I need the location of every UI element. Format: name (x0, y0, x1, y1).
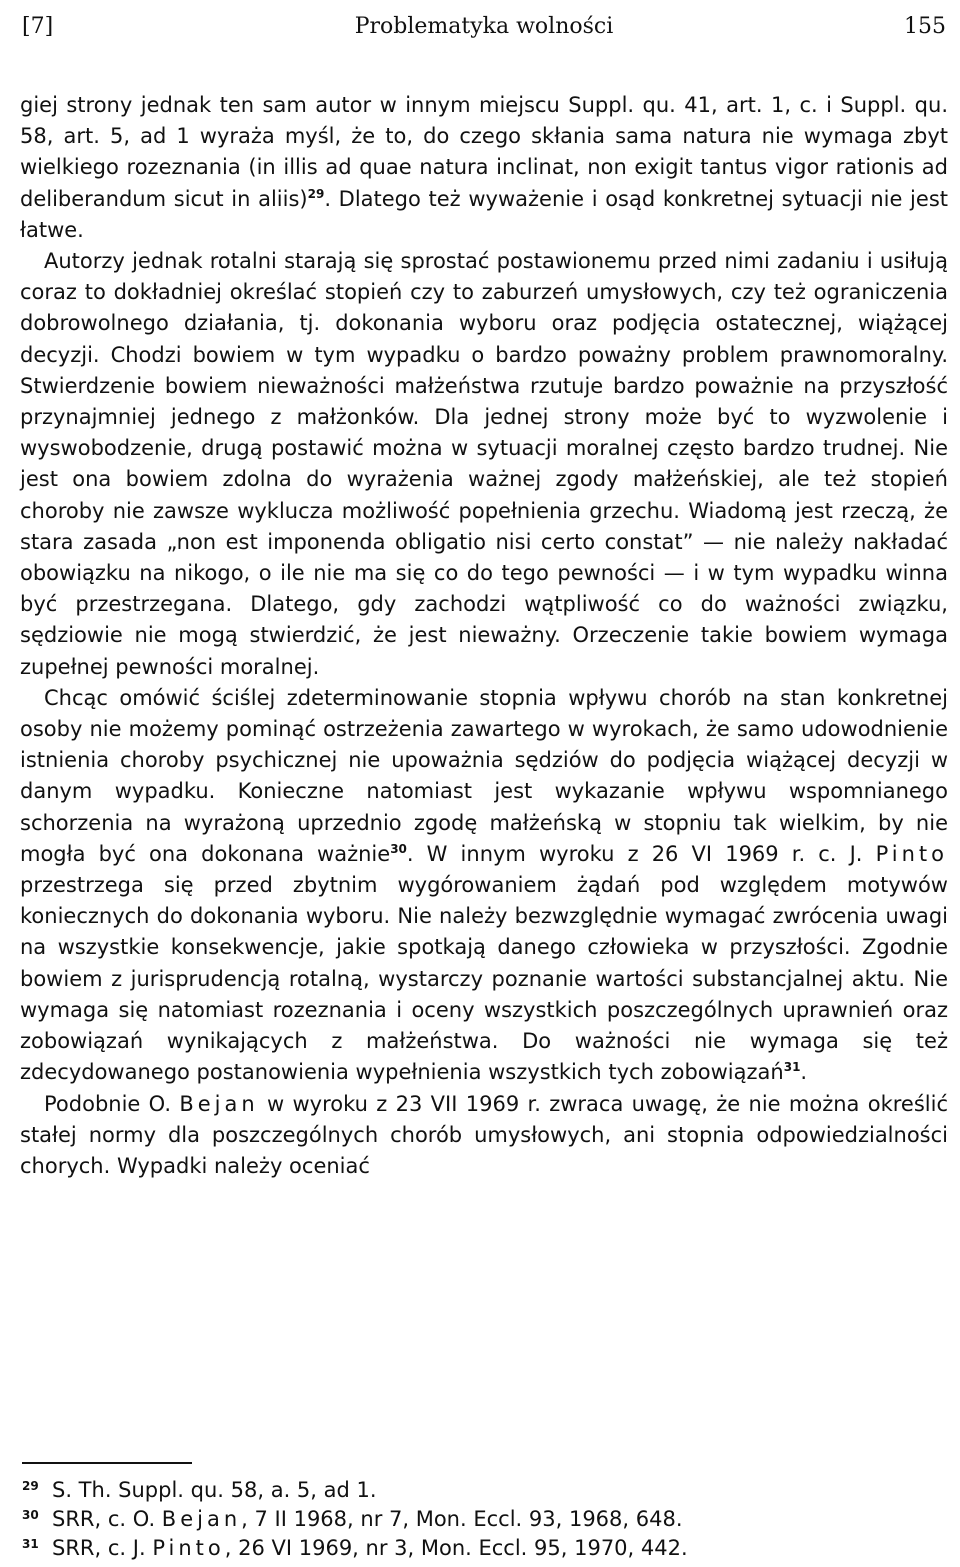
footnote-author-name: Pinto (152, 1536, 225, 1560)
main-text (20, 90, 948, 1182)
running-title: Problematyka wolności (354, 14, 614, 39)
footnote-ref-30: 30 (390, 841, 407, 856)
author-name-pinto: Pinto (875, 841, 949, 866)
author-name-bejan: Bejan (179, 1091, 259, 1116)
running-header (18, 14, 950, 54)
text-segment: w wyroku z 23 VII 1969 r. zwraca uwagę, że nie można określić stałej normy dla poszczególnych chorób umysłowych, ani stopnia odpowiedzialności chorych. Wypadki należy oceniać (20, 1091, 948, 1178)
footnote-text: , 26 VI 1969, nr 3, Mon. Eccl. 95, 1970, 442. (224, 1536, 688, 1560)
footnote-separator (22, 1462, 192, 1464)
chapter-marker: [7] (22, 14, 54, 39)
footnote-text: S. Th. Suppl. qu. 58, a. 5, ad 1. (52, 1478, 377, 1502)
footnote-author-name: Bejan (161, 1507, 242, 1531)
footnote-text: , 7 II 1968, nr 7, Mon. Eccl. 93, 1968, 648. (241, 1507, 683, 1531)
footnote-text: SRR, c. J. (52, 1536, 153, 1560)
text-segment: . W innym wyroku z 26 VI 1969 r. c. J. (406, 841, 876, 866)
text-segment: Chcąc omówić ściślej zdeterminowanie stopnia wpływu chorób na stan konkretnej osoby nie możemy pominąć ostrzeżenia zawartego w wyrokach, że samo udowodnienie istnienia choroby psychicznej nie upoważnia sędziów do podjęcia wiążącej decyzji w danym wypadku. Konieczne natomiast jest wykazanie wpływu wspomnianego schorzenia na wyrażoną uprzednio zgodę małżeńską w stopniu tak wielkim, by nie mogła być ona dokonana ważnie (20, 685, 948, 866)
paragraph-2: Autorzy jednak rotalni starają się sprostać postawionemu przed nimi zadaniu i usiłują coraz to dokładniej określać stopień czy to zaburzeń umysłowych, czy też ograniczenia dobrowolnego działania, tj. dokonania wyboru oraz podjęcia ostatecznej, wiążącej decyzji. Chodzi bowiem w tym wypadku o bardzo poważny problem prawnomoralny. Stwierdzenie bowiem nieważności małżeństwa rzutuje bardzo poważnie na przyszłość przynajmniej jednego z małżonków. Dla jednej strony może być to wyzwolenie i wyswobodzenie, drugą postawić można w sytuacji moralnej często bardzo trudnej. Nie jest ona bowiem zdolna do wyrażenia ważnej zgody małżeńskiej, ale też stopień choroby nie zawsze wyklucza możliwość popełnienia grzechu. Wiadomą jest rzeczą, że stara zasada „non est imponenda obligatio nisi certo constat” — nie należy nakładać obowiązku na nikogo, o ile nie ma się co do tego pewności — i w tym wypadku winna być przestrzegana. Dlatego, gdy zachodzi wątpliwość co do ważności związku, sędziowie nie mogą stwierdzić, że jest nieważny. Orzeczenie takie bowiem wymaga zupełnej pewności moralnej. (20, 249, 948, 679)
footnote-31: 31 SRR, c. J. Pinto, 26 VI 1969, nr 3, Mon. Eccl. 95, 1970, 442. (22, 1536, 688, 1560)
text-segment: giej strony jednak ten sam autor w innym miejscu Suppl. qu. 41, art. 1, c. i Suppl. qu. 58, art. 5, ad 1 wyraża myśl, że to, do czego skłania sama natura nie wymaga zbyt wielkiego rozeznania (in illis ad quae natura inclinat, non exigit tantus vigor rationis ad deliberandum sicut in aliis) (20, 93, 948, 211)
footnote-30: 30 SRR, c. O. Bejan, 7 II 1968, nr 7, Mon. Eccl. 93, 1968, 648. (22, 1507, 683, 1531)
paragraph-1 (20, 90, 948, 246)
text-segment: . (800, 1060, 808, 1085)
page-number: 155 (904, 14, 946, 39)
text-segment: Podobnie O. (44, 1091, 180, 1116)
paragraph-3 (20, 683, 948, 1089)
footnote-text: SRR, c. O. (52, 1507, 162, 1531)
footnote-ref-31: 31 (783, 1060, 801, 1075)
footnote-ref-29: 29 (307, 186, 325, 201)
text-segment: . Dlatego też wyważenie i osąd konkretnej sytuacji nie jest łatwe. (20, 186, 948, 242)
footnote-29: 29 S. Th. Suppl. qu. 58, a. 5, ad 1. (22, 1478, 377, 1502)
footnotes (22, 1476, 942, 1563)
paragraph-4 (20, 1089, 948, 1183)
text-segment: przestrzega się przed zbytnim wygórowaniem żądań pod względem motywów koniecznych do dokonania wyboru. Nie należy bezwzględnie wymagać zwrócenia uwagi na wszystkie konsekwencje, jakie spotkają danego człowieka w przyszłości. Zgodnie bowiem z jurisprudencją rotalną, wystarczy poznanie wartości substancjalnej aktu. Nie wymaga się natomiast rozeznania i oceny wszystkich poszczególnych uprawnień oraz zobowiązań wynikających z małżeństwa. Do ważności nie wymaga się też zdecydowanego postanowienia wypełnienia wszystkich tych zobowiązań (20, 873, 948, 1085)
